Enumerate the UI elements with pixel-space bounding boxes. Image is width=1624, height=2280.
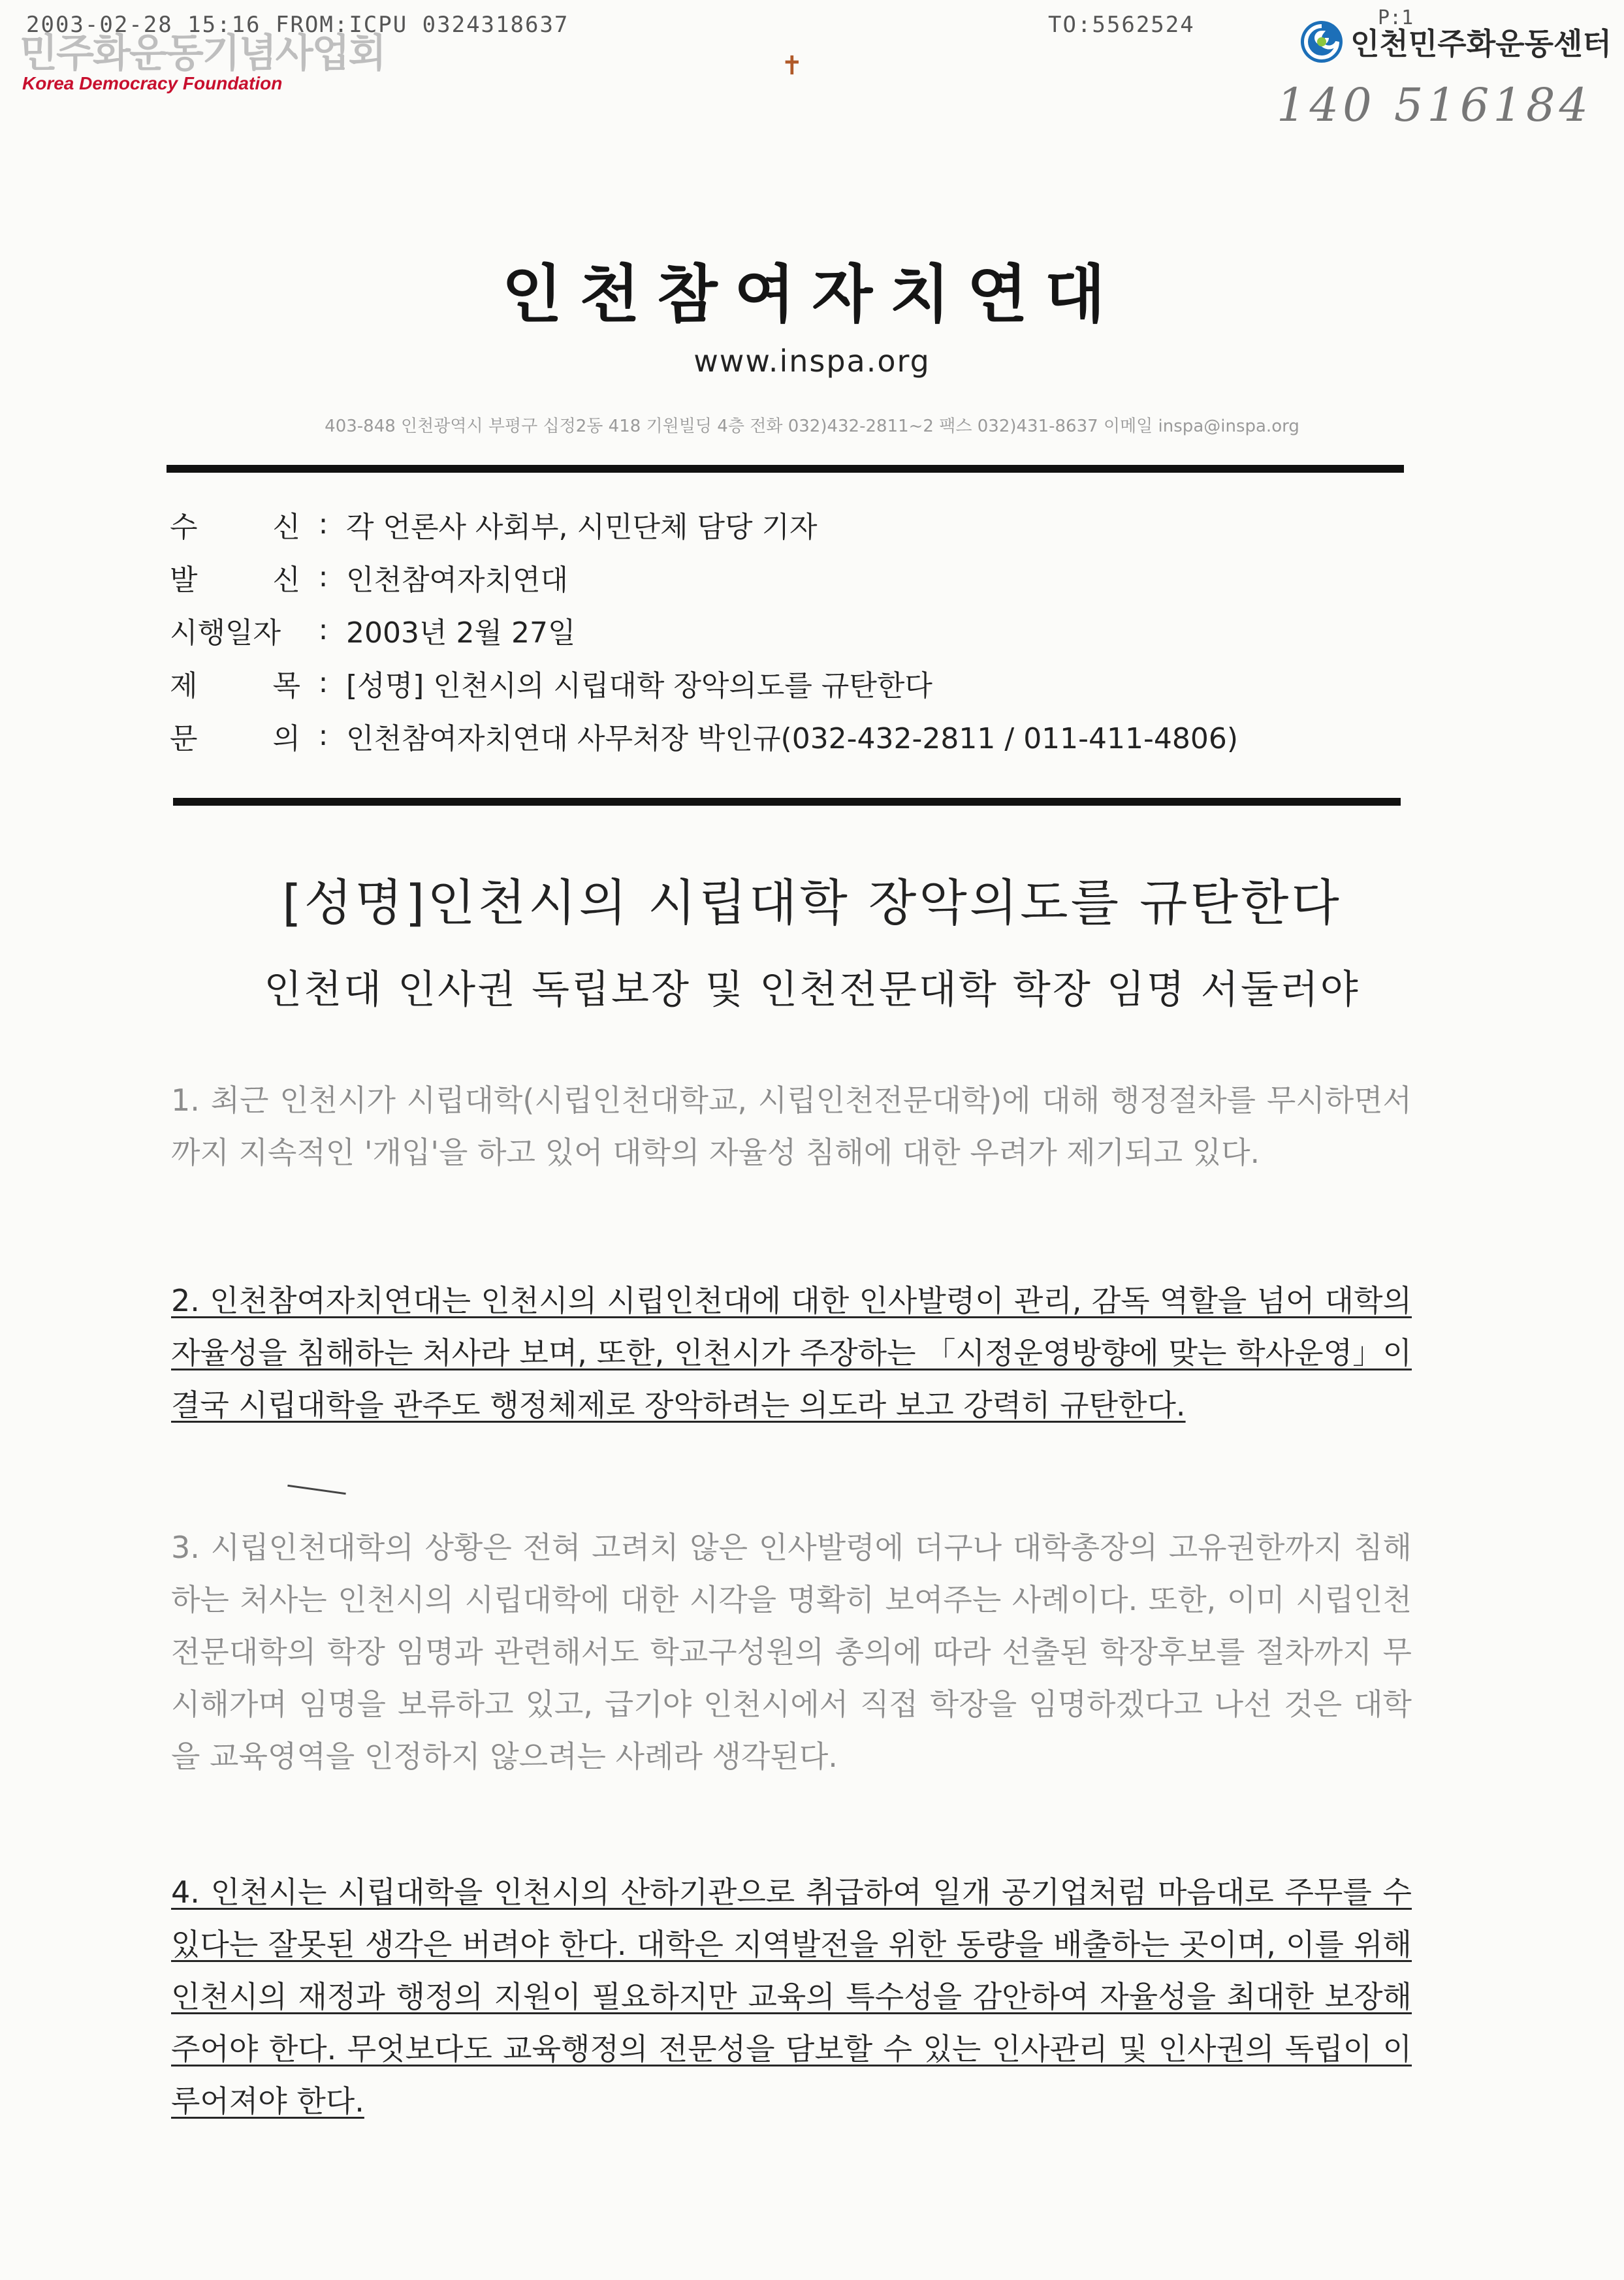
archive-logo: [1299, 20, 1612, 64]
field-label-inquiry: 문 의: [170, 721, 300, 755]
field-value-subject: [성명] 인천시의 시립대학 장악의도를 규탄한다: [346, 669, 932, 703]
handwritten-archive-number: 140 516184: [1277, 78, 1593, 132]
statement-title: [성명]인천시의 시립대학 장악의도를 규탄한다: [282, 874, 1342, 932]
header-rule-top: [167, 465, 1404, 473]
pin-mark: ✝: [781, 51, 803, 81]
field-value-inquiry: 인천참여자치연대 사무처장 박인규(032-432-2811 / 011-411-4806): [346, 721, 1239, 755]
organization-website: www.inspa.org: [693, 343, 931, 379]
paragraph-4: 4. 인천시는 시립대학을 인천시의 산하기관으로 취급하여 일개 공기업처럼 마음대로 주무를 수 있다는 잘못된 생각은 버려야 한다. 대학은 지역발전을 위한 동량을 배출하는 곳이며, 이를 위해 인천시의 재정과 행정의 지원이 필요하지만 교육의 특수성을 감안하여 자율성을 최대한 보장해 주어야 한다. 무엇보다도 교육행정의 전문성을 담보할 수 있는 인사관리 및 인사권의 독립이 이루어져야 한다.: [171, 1875, 1412, 2119]
field-label-recipient: 수 신: [170, 510, 300, 544]
paragraph-2: 2. 인천참여자치연대는 인천시의 시립인천대에 대한 인사발령이 관리, 감독 역할을 넘어 대학의 자율성을 침해하는 처사라 보며, 또한, 인천시가 주장하는 「시정운영방향에 맞는 학사운영」이 결국 시립대학을 관주도 행정체제로 장악하려는 의도라 보고 강력히 규탄한다.: [171, 1283, 1412, 1423]
field-date: 시행일자 : 2003년 2월 27일: [170, 603, 1410, 656]
organization-name: 인천참여자치연대: [502, 258, 1122, 331]
paragraph-1: 1. 최근 인천시가 시립대학(시립인천대학교, 시립인천전문대학)에 대해 행정절차를 무시하면서까지 지속적인 '개입'을 하고 있어 대학의 자율성 침해에 대한 우려가 제기되고 있다.: [171, 1083, 1412, 1170]
swirl-logo-icon: [1299, 20, 1344, 64]
fax-header-line: 2003-02-28 15:16 FROM:ICPU 0324318637: [26, 12, 569, 38]
watermark-english: Korea Democracy Foundation: [22, 73, 283, 93]
statement-subtitle: 인천대 인사권 독립보장 및 인천전문대학 학장 임명 서둘러야: [264, 967, 1360, 1013]
field-sender: 발 신 : 인천참여자치연대: [170, 550, 1410, 603]
field-label-date: 시행일자: [170, 616, 281, 650]
field-value-date: 2003년 2월 27일: [346, 616, 576, 650]
archive-logo-text: 인천민주화운동센터: [1350, 26, 1612, 61]
header-rule-bottom: [173, 798, 1401, 806]
fax-to-number: TO:5562524: [1048, 12, 1195, 38]
field-value-sender: 인천참여자치연대: [346, 563, 569, 597]
field-subject: 제 목 : [성명] 인천시의 시립대학 장악의도를 규탄한다: [170, 656, 1410, 709]
watermark-korean: 민주화운동기념사업회: [20, 31, 385, 76]
memo-fields: [170, 498, 1410, 762]
pen-scratch-mark: [287, 1485, 346, 1495]
field-recipient: 수 신 : 각 언론사 사회부, 시민단체 담당 기자: [170, 498, 1410, 550]
organization-address: 403-848 인천광역시 부평구 십정2동 418 기원빌딩 4층 전화 032)432-2811~2 팩스 032)431-8637 이메일 inspa@inspa.org: [325, 417, 1299, 436]
field-inquiry: 문 의 : 인천참여자치연대 사무처장 박인규(032-432-2811 / 011-411-4806): [170, 709, 1410, 762]
fax-page-number: P:1: [1378, 7, 1414, 29]
field-label-sender: 발 신: [170, 563, 300, 597]
paragraph-3: 3. 시립인천대학의 상황은 전혀 고려치 않은 인사발령에 더구나 대학총장의 고유권한까지 침해하는 처사는 인천시의 시립대학에 대한 시각을 명확히 보여주는 사례이다. 또한, 이미 시립인천전문대학의 학장 임명과 관련해서도 학교구성원의 총의에 따라 선출된 학장후보를 절차까지 무시해가며 임명을 보류하고 있고, 급기야 인천시에서 직접 학장을 임명하겠다고 나선 것은 대학을 교육영역을 인정하지 않으려는 사례라 생각된다.: [171, 1530, 1412, 1774]
field-value-recipient: 각 언론사 사회부, 시민단체 담당 기자: [346, 510, 818, 544]
field-label-subject: 제 목: [170, 669, 300, 703]
